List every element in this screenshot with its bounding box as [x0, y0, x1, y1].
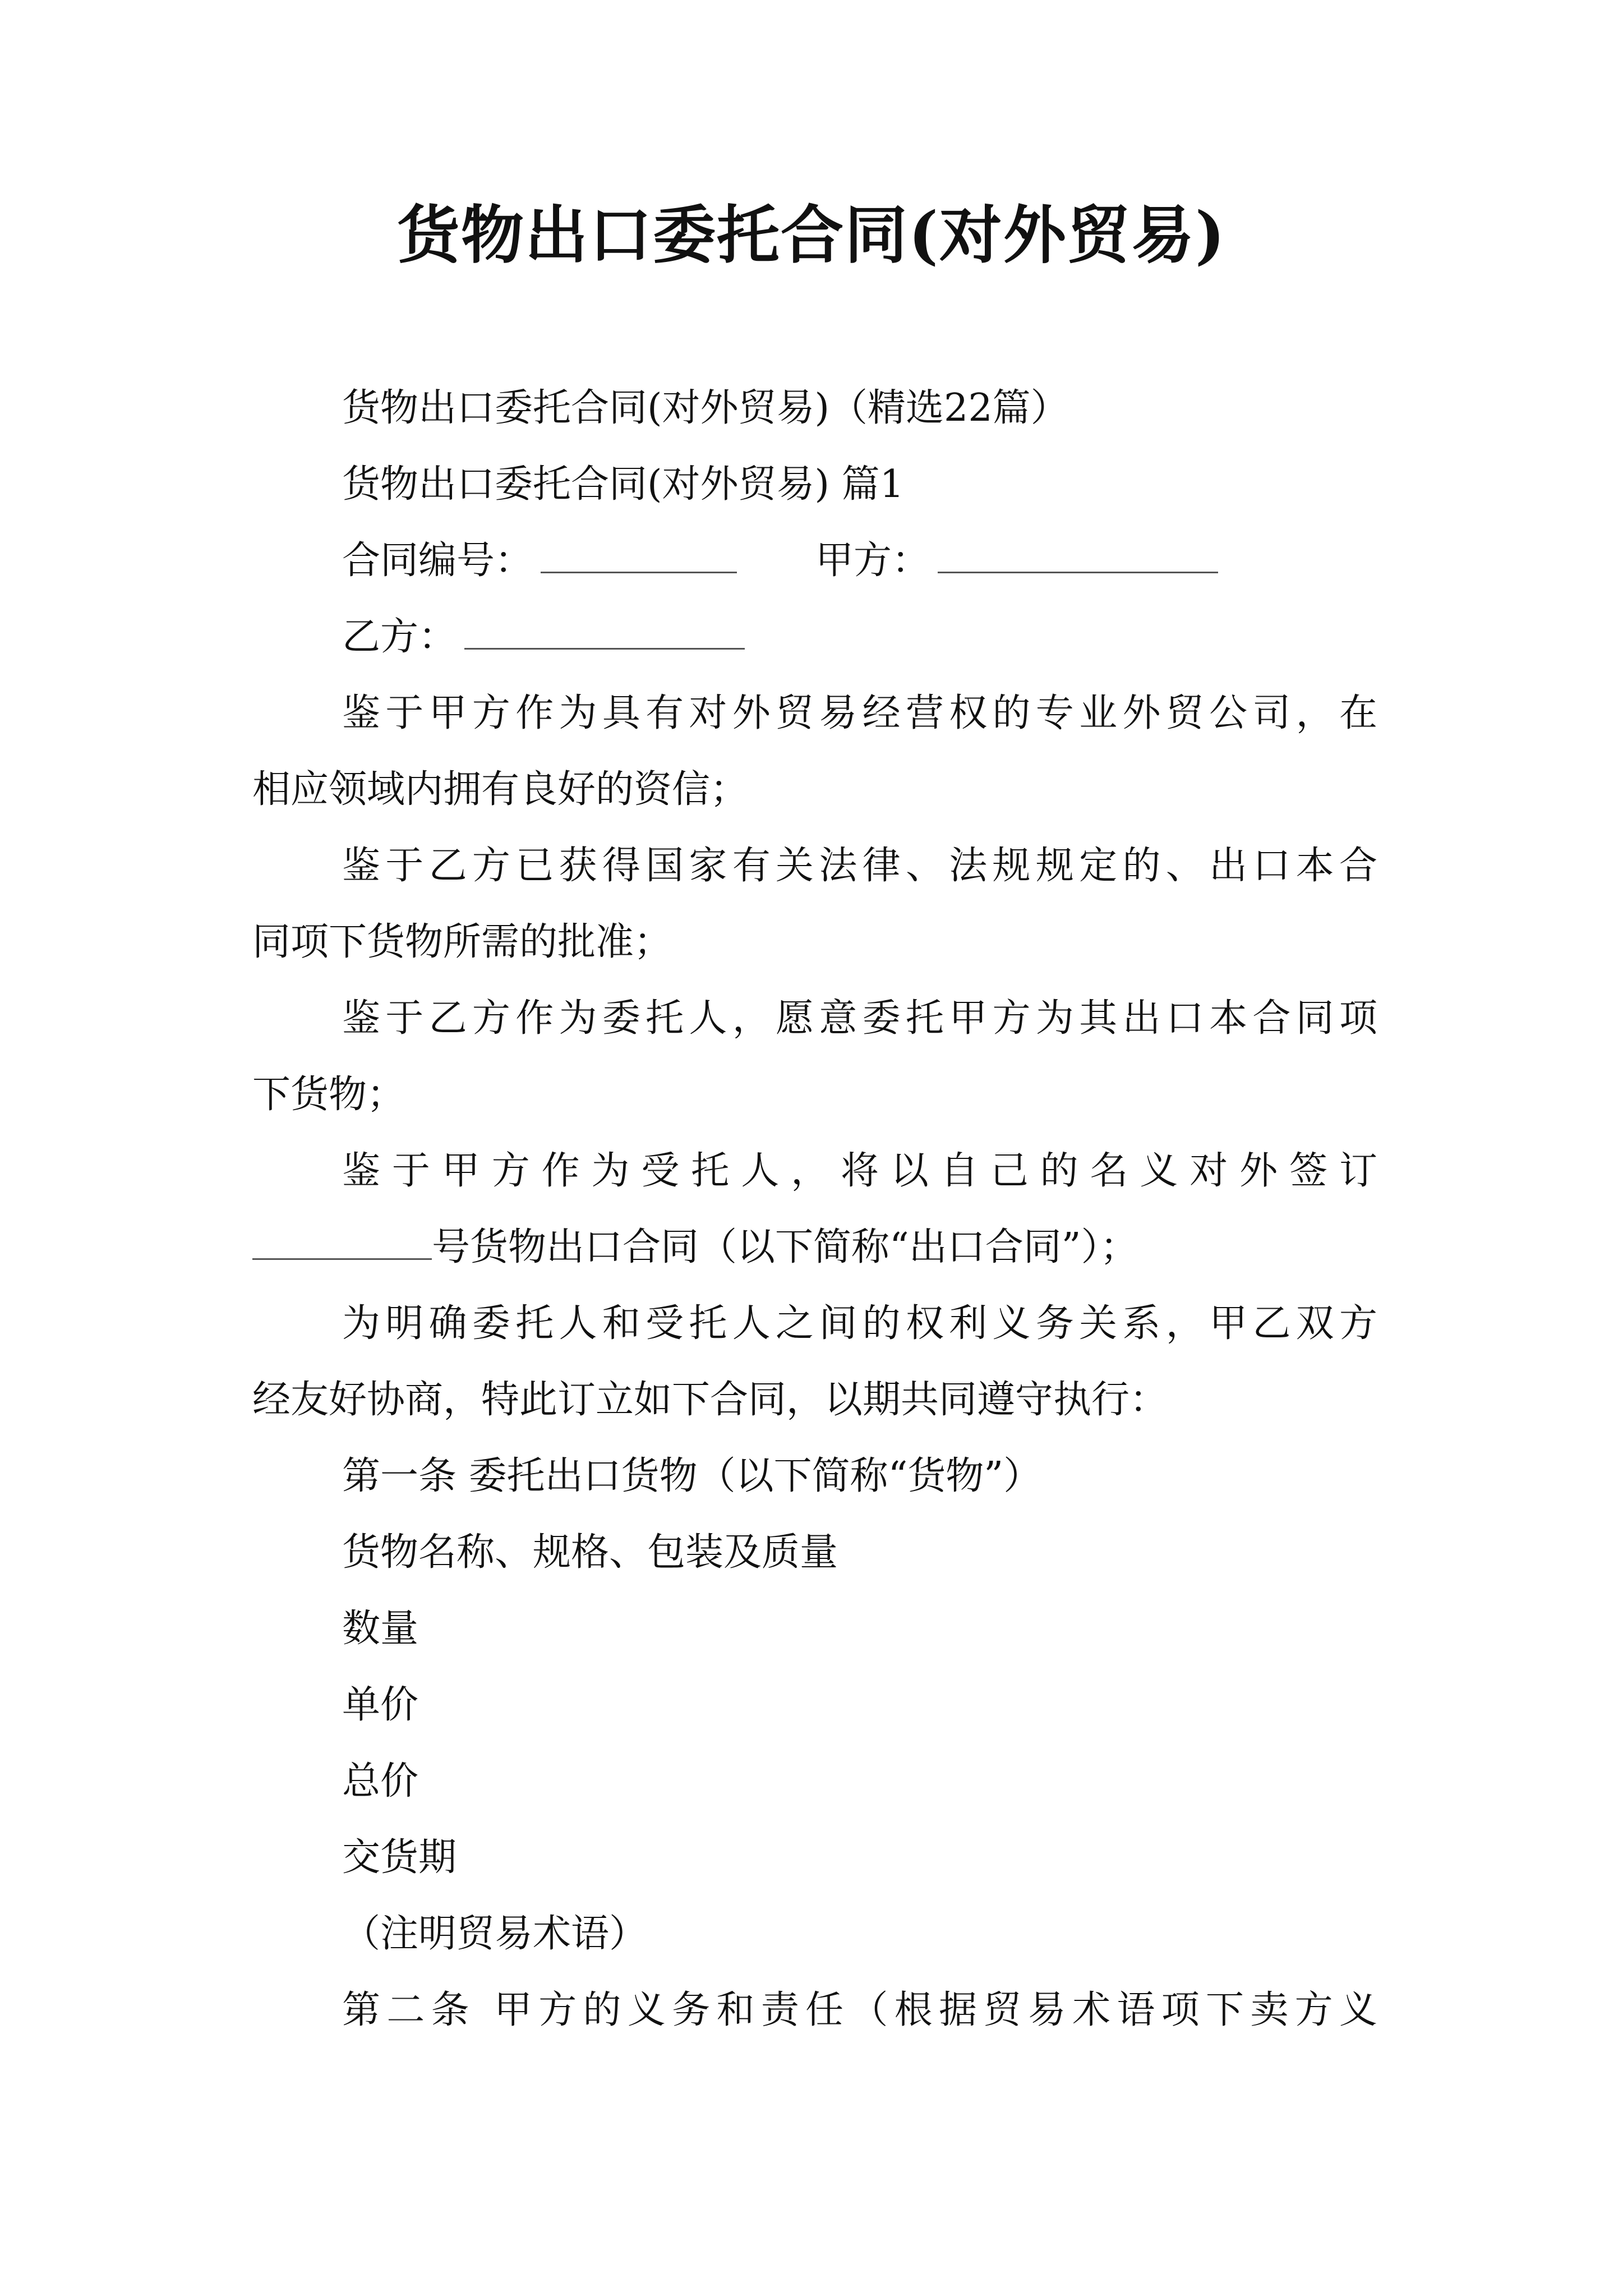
- article-1-item: 单价: [342, 1683, 419, 1727]
- paragraph-3-line-2: 下货物；: [252, 1073, 405, 1117]
- paragraph-3-line-1: 鉴于乙方作为委托人，愿意委托甲方为其出口本合同项: [342, 996, 1380, 1041]
- party-b-blank: [464, 611, 745, 650]
- article-1-item: 总价: [342, 1759, 419, 1803]
- article-1-heading: 第一条 委托出口货物（以下简称“货物”）: [342, 1454, 1042, 1498]
- party-b-label: 乙方：: [342, 615, 457, 659]
- party-a-blank: [938, 535, 1218, 573]
- document-title: 货物出口委托合同(对外贸易): [397, 199, 1226, 272]
- paragraph-2-line-2: 同项下货物所需的批准；: [252, 920, 672, 964]
- party-b-line: [252, 599, 1380, 675]
- paragraph-4-line-1: 鉴于甲方作为受托人，将以自己的名义对外签订: [342, 1149, 1380, 1193]
- section-heading: 货物出口委托合同(对外贸易) 篇1: [342, 462, 904, 507]
- subtitle: 货物出口委托合同(对外贸易)（精选22篇）: [342, 386, 1069, 430]
- contract-no-blank: [541, 535, 737, 573]
- contract-no-label: 合同编号：: [342, 539, 533, 583]
- export-contract-no-blank: [252, 1221, 432, 1260]
- article-2-heading: 第二条 甲方的义务和责任（根据贸易术语项下卖方义: [342, 1988, 1380, 2032]
- contract-header-line: [252, 523, 1380, 599]
- paragraph-1-line-2: 相应领域内拥有良好的资信；: [252, 767, 749, 812]
- article-1-item: 交货期: [342, 1835, 457, 1880]
- article-1-item: 数量: [342, 1607, 419, 1651]
- paragraph-4-line-2: [252, 1209, 1380, 1286]
- paragraph-4-line-2-text: 号货物出口合同（以下简称“出口合同”）；: [432, 1225, 1138, 1269]
- article-1-item: 货物名称、规格、包装及质量: [342, 1530, 838, 1575]
- paragraph-5-line-2: 经友好协商，特此订立如下合同，以期共同遵守执行：: [252, 1378, 1168, 1422]
- paragraph-1-line-1: 鉴于甲方作为具有对外贸易经营权的专业外贸公司，在: [342, 691, 1380, 735]
- document-body: [252, 370, 1380, 2049]
- party-a-label: 甲方：: [815, 539, 930, 583]
- paragraph-5-line-1: 为明确委托人和受托人之间的权利义务关系，甲乙双方: [342, 1301, 1380, 1346]
- paragraph-2-line-1: 鉴于乙方已获得国家有关法律、法规规定的、出口本合: [342, 844, 1380, 888]
- article-1-item: （注明贸易术语）: [342, 1912, 648, 1956]
